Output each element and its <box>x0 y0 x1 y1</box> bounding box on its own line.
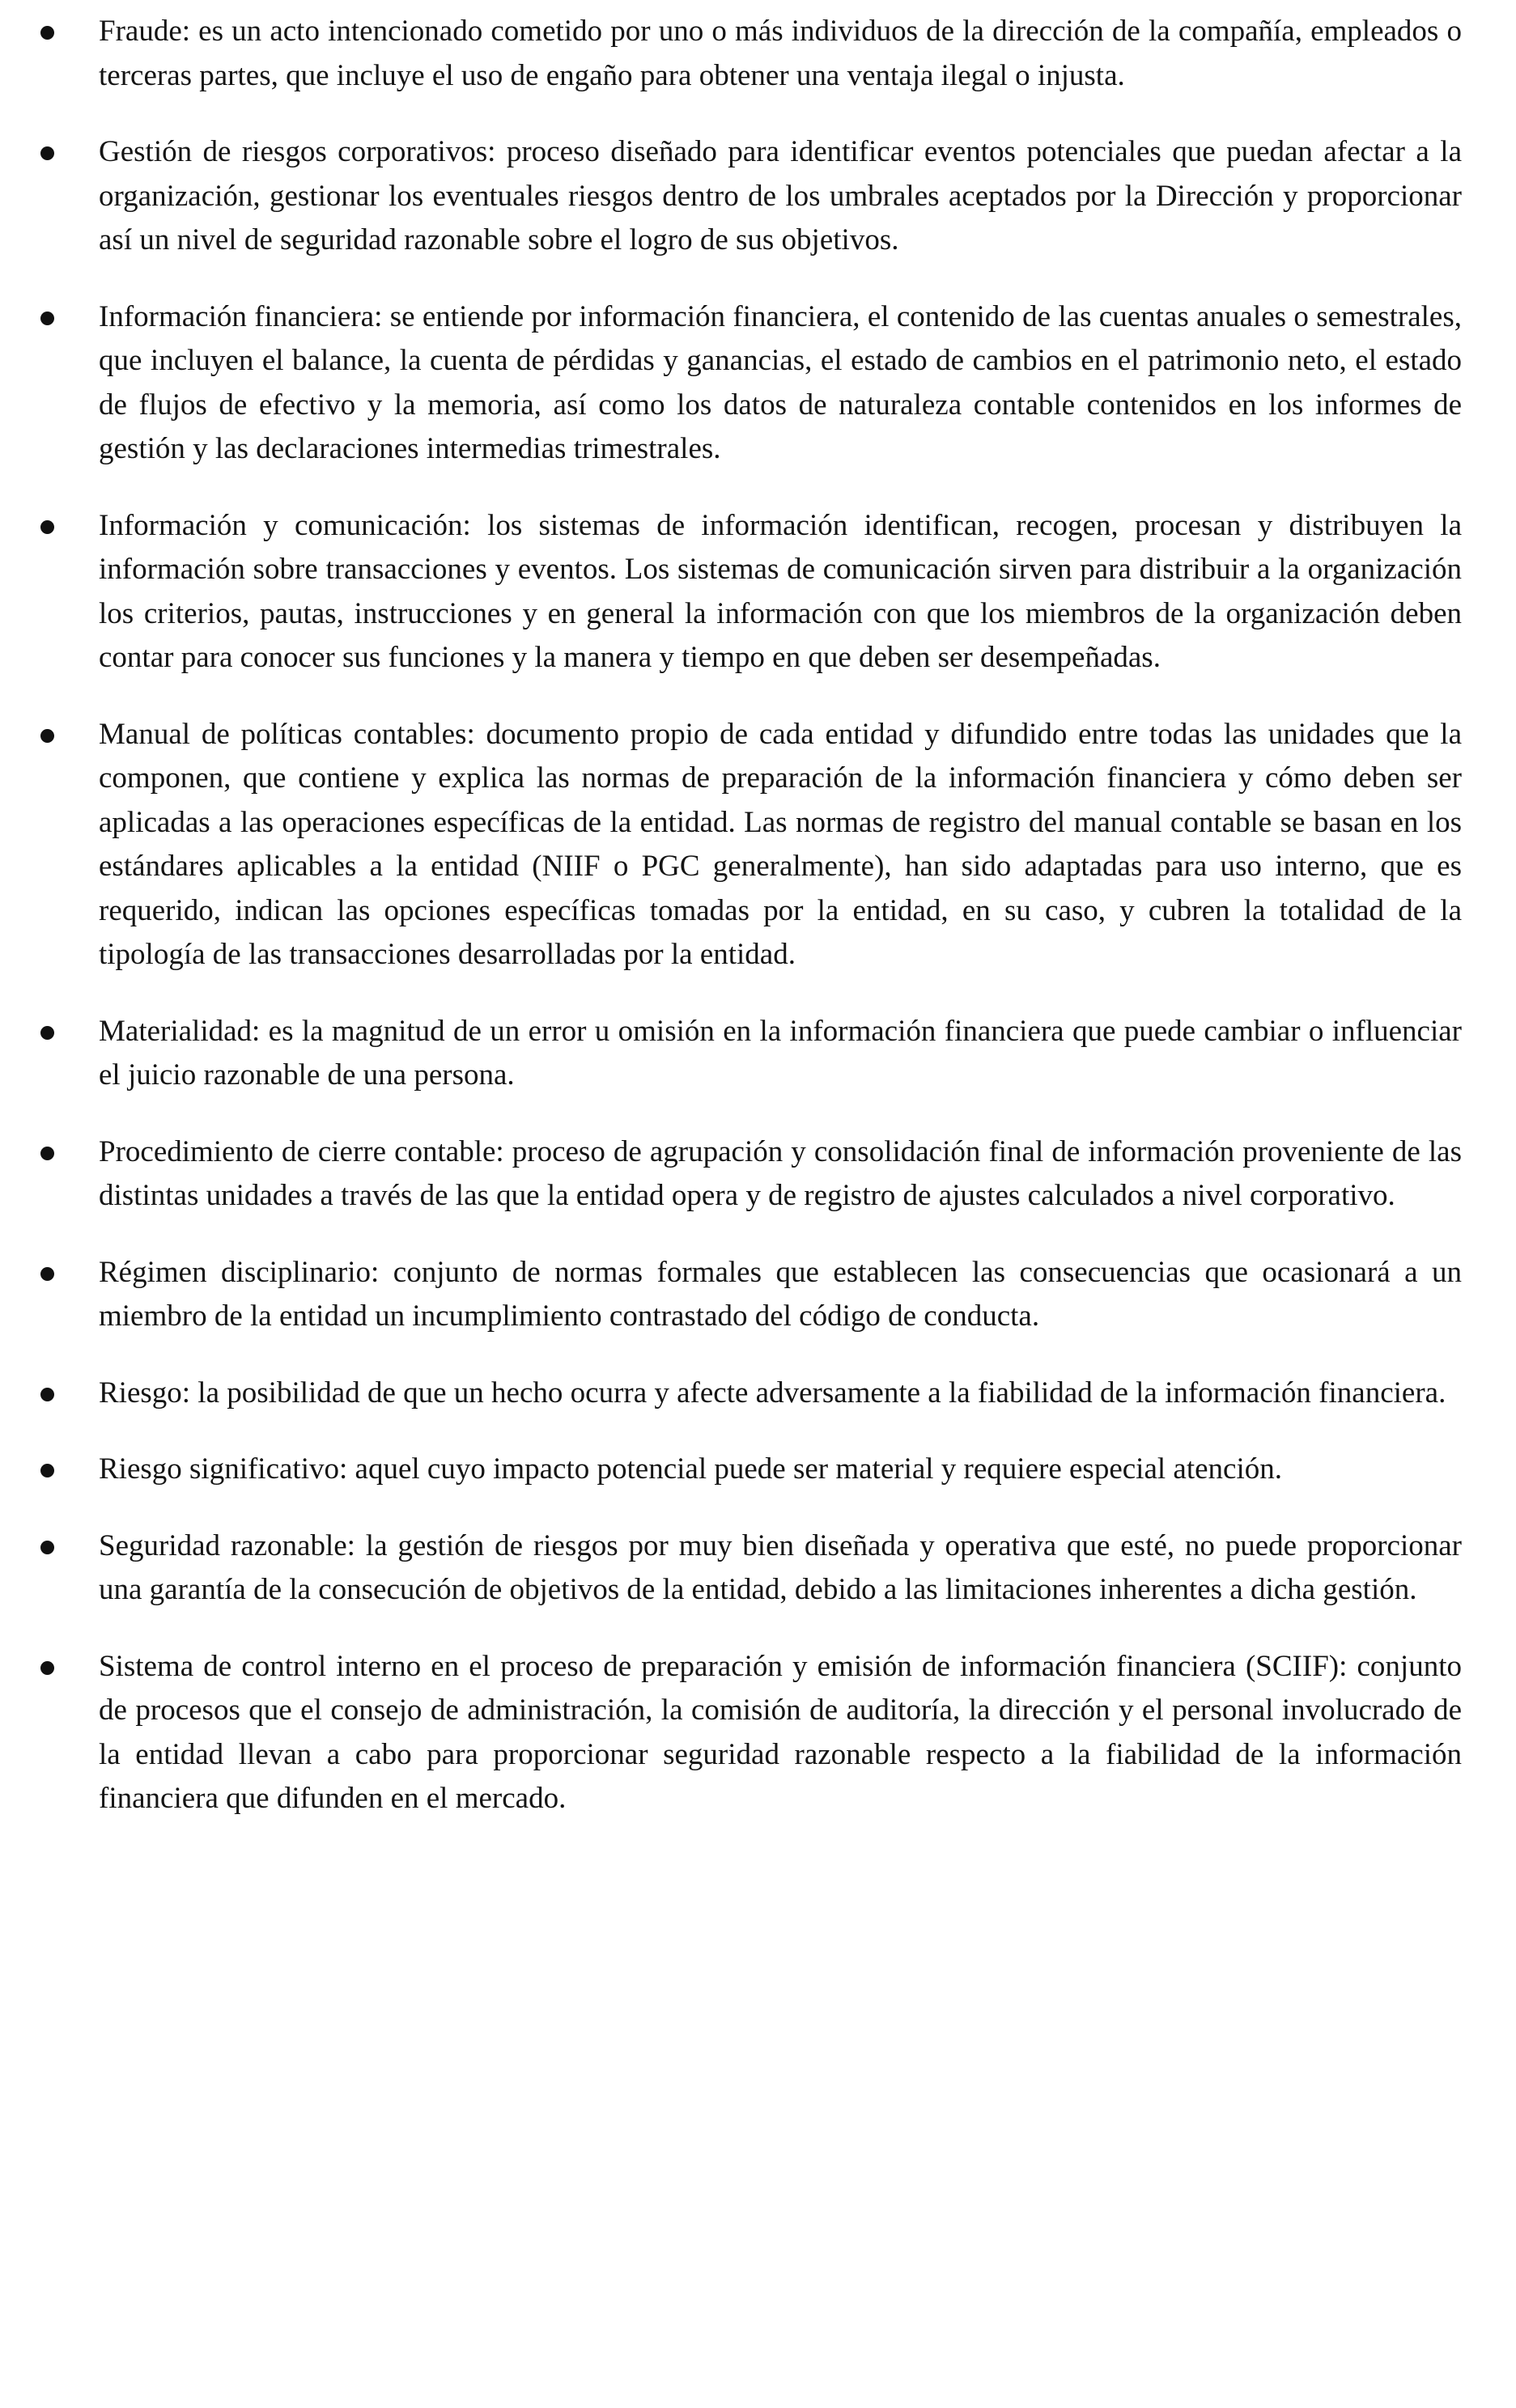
glossary-item-text: Materialidad: es la magnitud de un error u omisión en la información financiera que puede cambiar o influenciar el juicio razonable de una persona. <box>99 1014 1462 1092</box>
glossary-item-sciif <box>0 1645 1516 1821</box>
glossary-item-text: Seguridad razonable: la gestión de riesgos por muy bien diseñada y operativa que esté, no puede proporcionar una garantía de la consecución de objetivos de la entidad, debido a las limitaciones inherentes a dicha gestión. <box>99 1528 1462 1606</box>
bullet-icon <box>40 729 54 743</box>
bullet-icon <box>40 520 54 534</box>
glossary-item-text: Información y comunicación: los sistemas de información identifican, recogen, procesan y distribuyen la información sobre transacciones y eventos. Los sistemas de comunicación sirven para distribuir a la organización los criterios, pautas, instrucciones y en general la información con que los miembros de la organización deben contar para conocer sus funciones y la manera y tiempo en que deben ser desempeñadas. <box>99 508 1462 674</box>
glossary-item-materialidad <box>0 1010 1516 1098</box>
glossary-item-gestion-riesgos <box>0 130 1516 263</box>
bullet-icon <box>40 1661 54 1675</box>
bullet-icon <box>40 26 54 40</box>
bullet-icon <box>40 1147 54 1160</box>
glossary-item-regimen-disciplinario <box>0 1251 1516 1339</box>
glossary-item-manual-politicas <box>0 713 1516 977</box>
bullet-icon <box>40 146 54 160</box>
glossary-item-text: Fraude: es un acto intencionado cometido por uno o más individuos de la dirección de la compañía, empleados o terceras partes, que incluye el uso de engaño para obtener una ventaja ilegal o injusta. <box>99 15 1462 92</box>
glossary-item-text: Riesgo: la posibilidad de que un hecho ocurra y afecte adversamente a la fiabilidad de la información financiera. <box>99 1376 1446 1410</box>
glossary-item-riesgo <box>0 1371 1516 1416</box>
bullet-icon <box>40 1464 54 1477</box>
glossary-item-informacion-financiera <box>0 295 1516 472</box>
bullet-icon <box>40 1541 54 1554</box>
glossary-item-text: Manual de políticas contables: documento propio de cada entidad y difundido entre todas las unidades que la componen, que contiene y explica las normas de preparación de la información financiera y cómo deben ser aplicadas a las operaciones específicas de la entidad. Las normas de registro del manual contable se basan en los estándares aplicables a la entidad (NIIF o PGC generalmente), han sido adaptadas para uso interno, que es requerido, indican las opciones específicas tomadas por la entidad, en su caso, y cubren la totalidad de la tipología de las transacciones desarrolladas por la entidad. <box>99 717 1462 971</box>
bullet-icon <box>40 1267 54 1281</box>
glossary-item-informacion-comunicacion <box>0 504 1516 680</box>
glossary-item-text: Sistema de control interno en el proceso de preparación y emisión de información financiera (SCIIF): conjunto de procesos que el consejo de administración, la comisión de auditoría, la dirección y el personal involucrado de la entidad llevan a cabo para proporcionar seguridad razonable respecto a la fiabilidad de la información financiera que difunden en el mercado. <box>99 1649 1462 1815</box>
glossary-item-text: Régimen disciplinario: conjunto de normas formales que establecen las consecuencias que ocasionará a un miembro de la entidad un incumplimiento contrastado del código de conducta. <box>99 1255 1462 1333</box>
glossary-item-text: Riesgo significativo: aquel cuyo impacto potencial puede ser material y requiere especial atención. <box>99 1452 1282 1486</box>
glossary-item-text: Información financiera: se entiende por información financiera, el contenido de las cuentas anuales o semestrales, que incluyen el balance, la cuenta de pérdidas y ganancias, el estado de cambios en el patrimonio neto, el estado de flujos de efectivo y la memoria, así como los datos de naturaleza contable contenidos en los informes de gestión y las declaraciones intermedias trimestrales. <box>99 299 1462 465</box>
bullet-icon <box>40 1026 54 1040</box>
glossary-list <box>0 10 1516 1854</box>
bullet-icon <box>40 1388 54 1401</box>
bullet-icon <box>40 312 54 325</box>
glossary-item-text: Gestión de riesgos corporativos: proceso diseñado para identificar eventos potenciales que puedan afectar a la organización, gestionar los eventuales riesgos dentro de los umbrales aceptados por la Dirección y proporcionar así un nivel de seguridad razonable sobre el logro de sus objetivos. <box>99 135 1462 256</box>
glossary-item-fraude <box>0 10 1516 98</box>
glossary-item-riesgo-significativo <box>0 1448 1516 1492</box>
glossary-item-seguridad-razonable <box>0 1524 1516 1613</box>
glossary-item-text: Procedimiento de cierre contable: proceso de agrupación y consolidación final de información proveniente de las distintas unidades a través de las que la entidad opera y de registro de ajustes calculados a nivel corporativo. <box>99 1134 1462 1212</box>
glossary-item-cierre-contable <box>0 1130 1516 1219</box>
